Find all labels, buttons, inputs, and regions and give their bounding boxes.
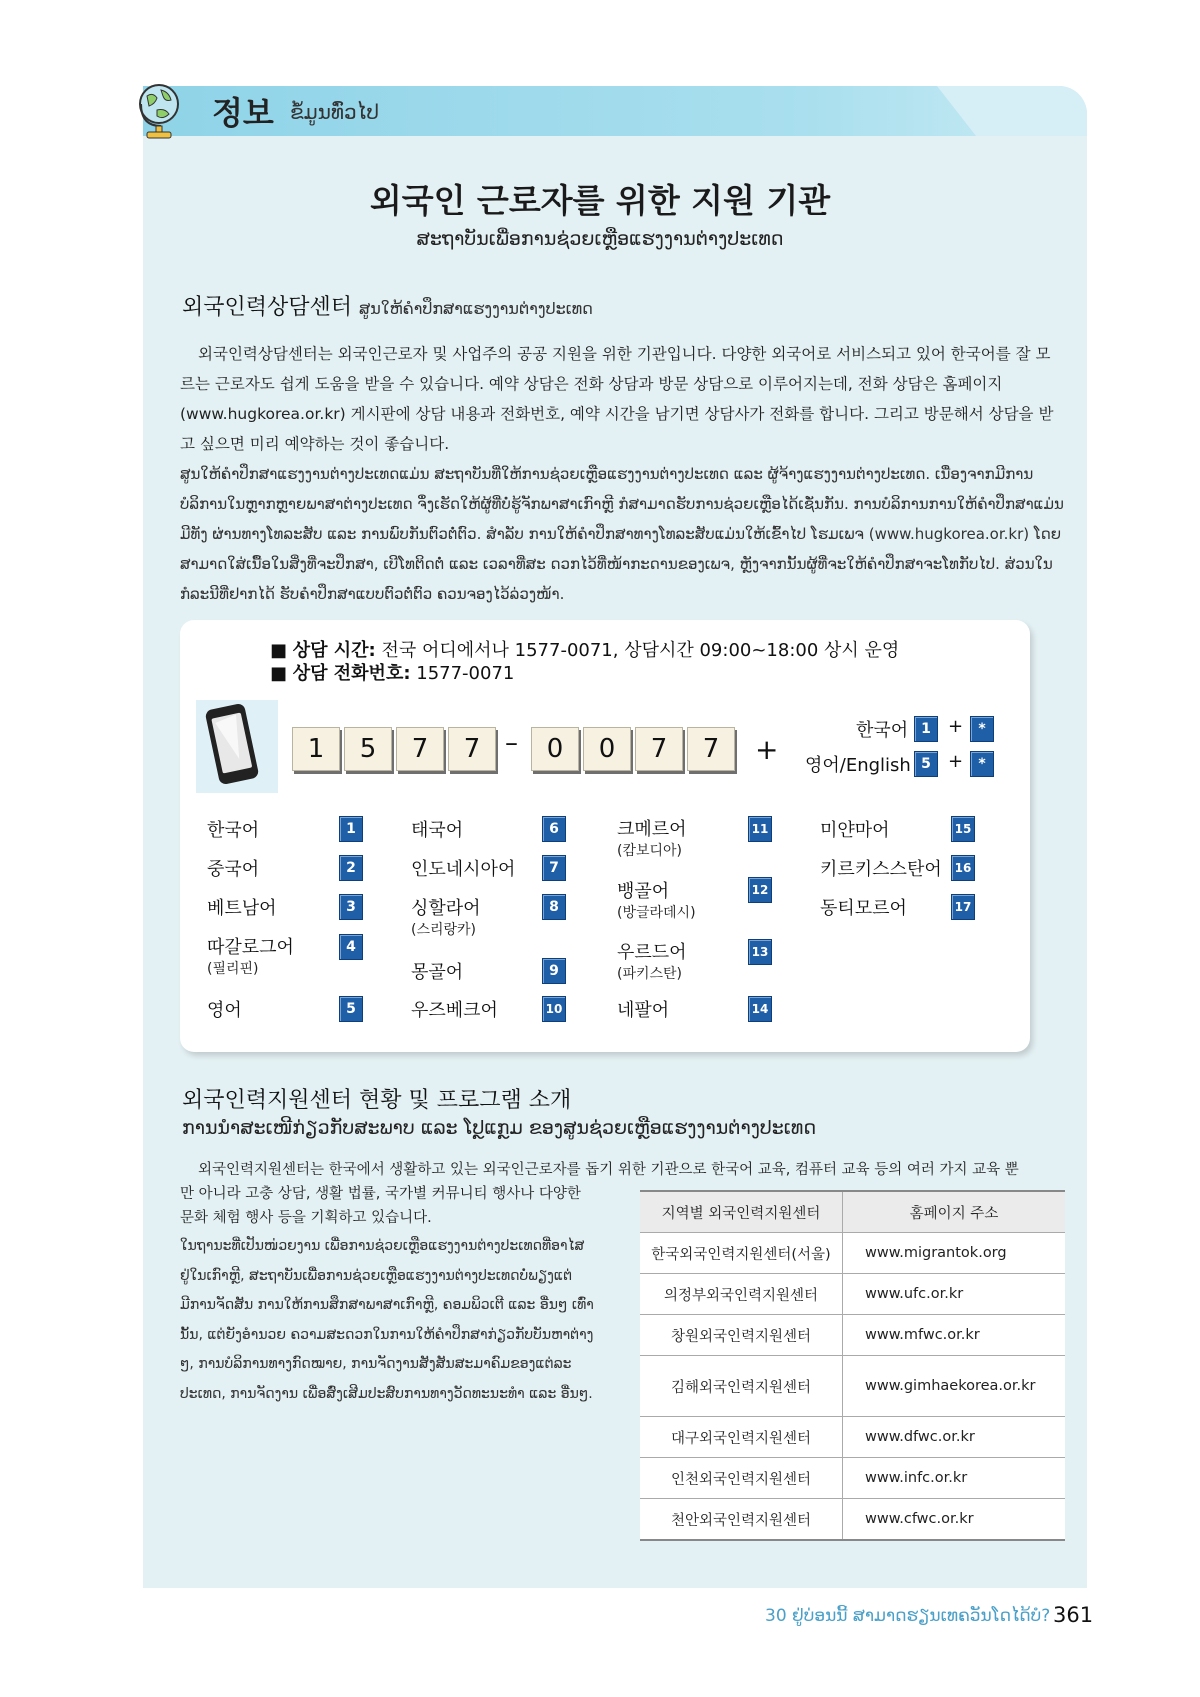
key-badge: 5 — [914, 751, 938, 777]
phone-line — [270, 659, 514, 685]
header-bar — [143, 86, 1087, 136]
dial-key: 1 — [292, 727, 340, 771]
center-name: 김해외국인력지원센터 — [640, 1356, 843, 1417]
table-row — [640, 1417, 1065, 1458]
dial-key: 5 — [344, 727, 392, 771]
hours-label: 상담 시간: — [292, 640, 376, 661]
language-region: (스리랑카) — [411, 922, 477, 938]
language-number: 1 — [339, 816, 363, 842]
table-row — [640, 1356, 1065, 1417]
section2-para-ko-2: 만 아니라 고충 상담, 생활 법률, 국가별 커뮤니티 행사나 다양한 — [180, 1186, 581, 1202]
language-name: 뱅골어 — [617, 881, 670, 902]
language-number: 6 — [542, 816, 566, 842]
phone-label: 상담 전화번호: — [292, 663, 411, 684]
language-name: 크메르어 — [617, 819, 687, 840]
center-url[interactable]: www.cfwc.or.kr — [843, 1499, 1066, 1541]
center-name: 대구외국인력지원센터 — [640, 1417, 843, 1458]
page-number: 361 — [1053, 1603, 1094, 1627]
language-name: 키르키스스탄어 — [820, 859, 942, 880]
language-number: 3 — [339, 894, 363, 920]
page-subtitle: ສະຖາບັນເພື່ອການຊ່ວຍເຫຼືອແຮງງານຕ່າງປະເທດ — [416, 228, 784, 250]
korean-option-label: 한국어 — [856, 720, 909, 741]
support-center-table — [640, 1190, 1065, 1541]
language-number: 12 — [748, 877, 772, 903]
section2-para-ko-1: 외국인력지원센터는 한국에서 생활하고 있는 외국인근로자를 돕기 위한 기관으로 한국어 교육, 컴퓨터 교육 등의 여러 가지 교육 뿐 — [198, 1162, 1019, 1178]
header-title: 정보 — [212, 94, 274, 132]
page-title: 외국인 근로자를 위한 지원 기관 — [369, 181, 831, 220]
language-number: 7 — [542, 855, 566, 881]
dial-key: 7 — [448, 727, 496, 771]
section1-para-ko: 외국인력상담센터는 외국인근로자 및 사업주의 공공 지원을 위한 기관입니다. 다양한 외국어로 서비스되고 있어 한국어를 잘 모르는 근로자도 쉽게 도움을 받을 수 있습니다. 예약 상담은 전화 상담과 방문 상담으로 이루어지는데, 전화 상담은 홈페이지(www.hugkorea.or.kr) 게시판에 상담 내용과 전화번호, 예약 시간을 남기면 상담사가 전화를 합니다. 그리고 방문해서 상담을 받고 싶으면 미리 예약하는 것이 좋습니다. — [180, 345, 1054, 453]
language-name: 몽골어 — [411, 962, 464, 983]
dial-key: 7 — [635, 727, 683, 771]
language-name: 태국어 — [411, 820, 464, 841]
language-number: 13 — [748, 939, 772, 965]
table-row — [640, 1274, 1065, 1315]
english-option-label: 영어/English — [805, 755, 911, 776]
square-bullet-icon: ■ — [270, 640, 293, 661]
center-url[interactable]: www.infc.or.kr — [843, 1458, 1066, 1499]
table-header-row — [640, 1191, 1065, 1233]
language-name: 인도네시아어 — [411, 859, 516, 880]
language-name: 베트남어 — [207, 898, 277, 919]
center-url[interactable]: www.dfwc.or.kr — [843, 1417, 1066, 1458]
language-number: 8 — [542, 894, 566, 920]
center-name: 한국외국인력지원센터(서울) — [640, 1233, 843, 1274]
language-number: 17 — [951, 894, 975, 920]
table-row — [640, 1315, 1065, 1356]
star-key-badge: * — [970, 751, 994, 777]
center-url[interactable]: www.ufc.or.kr — [843, 1274, 1066, 1315]
section2-title-lao: ການນຳສະເໜີກ່ຽວກັບສະພາບ ແລະ ໂປຼແກຼມ ຂອງສູນຊ່ວຍເຫຼືອແຮງງານຕ່າງປະເທດ — [182, 1117, 817, 1139]
language-name: 동티모르어 — [820, 898, 907, 919]
section1-title — [182, 290, 593, 321]
language-number: 2 — [339, 855, 363, 881]
language-number: 16 — [951, 855, 975, 881]
language-region: (캄보디아) — [617, 843, 683, 859]
table-row — [640, 1233, 1065, 1274]
language-name: 따갈로그어 — [207, 937, 294, 958]
dial-key: 7 — [687, 727, 735, 771]
language-name: 미얀마어 — [820, 820, 890, 841]
dial-key: 0 — [583, 727, 631, 771]
plus-sign: + — [755, 733, 779, 766]
dial-key: 0 — [531, 727, 579, 771]
language-name: 중국어 — [207, 859, 260, 880]
plus-sign: + — [948, 716, 964, 737]
center-name: 창원외국인력지원센터 — [640, 1315, 843, 1356]
table-row — [640, 1499, 1065, 1541]
section1-title-ko: 외국인력상담센터 — [182, 295, 353, 320]
key-badge: 1 — [914, 716, 938, 742]
center-name: 의정부외국인력지원센터 — [640, 1274, 843, 1315]
table-row — [640, 1458, 1065, 1499]
language-name: 네팔어 — [617, 1000, 670, 1021]
hours-value: 전국 어디에서나 1577-0071, 상담시간 09:00~18:00 상시 운영 — [375, 640, 900, 661]
phone-value: 1577-0071 — [410, 663, 515, 684]
dial-dash: – — [505, 728, 518, 758]
language-region: (방글라데시) — [617, 905, 696, 921]
language-name: 싱할라어 — [411, 898, 481, 919]
center-name: 인천외국인력지원센터 — [640, 1458, 843, 1499]
language-name: 영어 — [207, 1000, 242, 1021]
star-key-badge: * — [970, 716, 994, 742]
table-header: 홈페이지 주소 — [843, 1191, 1066, 1233]
section1-para-lao: ສູນໃຫ້ຄຳປຶກສາແຮງງານຕ່າງປະເທດແມ່ນ ສະຖາບັນທີ່ໃຫ້ການຊ່ວຍເຫຼືອແຮງງານຕ່າງປະເທດ ແລະ ຜູ້ຈ້າງແຮງງານຕ່າງປະເທດ. ເນື່ອງຈາກມີການບໍລິການໃນຫຼາກຫຼາຍພາສາຕ່າງປະເທດ ຈຶ່ງເຮັດໃຫ້ຜູ້ທີ່ບໍ່ຮູ້ຈັກພາສາເກົາຫຼີ ກໍສາມາດຮັບການຊ່ວຍເຫຼືອໄດ້ເຊັ່ນກັນ. ການບໍລິການການໃຫ້ຄຳປຶກສາແມ່ນມີທັງ ຜ່ານທາງໂທລະສັບ ແລະ ການພົບກັນຕົວຕໍ່ຕົວ. ສຳລັບ ການໃຫ້ຄຳປຶກສາທາງໂທລະສັບແມ່ນໃຫ້ເຂົ້າໄປ ໂຮມເພຈ (www.hugkorea.or.kr) ໂດຍສາມາດໃສ່ເນື້ອໃນສິ່ງທີ່ຈະປຶກສາ, ເບີໂທຕິດຕໍ່ ແລະ ເວລາທີ່ສະ ດວກໄວ້ທີ່ໜ້າກະດານຂອງເພຈ, ຫຼັງຈາກນັ້ນຜູ້ທີ່ຈະໃຫ້ຄຳປຶກສາຈະໂທກັບໄປ. ສ່ວນໃນກໍລະນີທີ່ຢາກໄດ້ ຮັບຄຳປຶກສາແບບຕົວຕໍ່ຕົວ ຄວນຈອງໄວ້ລ່ວງໜ້າ. — [180, 465, 1064, 603]
language-number: 4 — [339, 934, 363, 960]
language-name: 우르드어 — [617, 942, 687, 963]
center-url[interactable]: www.mfwc.or.kr — [843, 1315, 1066, 1356]
language-number: 15 — [951, 816, 975, 842]
section2-para-lao: ໃນຖານະທີ່ເປັນໜ່ວຍງານ ເພື່ອການຊ່ວຍເຫຼືອແຮງງານຕ່າງປະເທດທີ່ອາໄສຢູ່ໃນເກົາຫຼີ, ສະຖາບັນເພື່ອການຊ່ວຍເຫຼືອແຮງງານຕ່າງປະເທດບໍ່ພຽງແຕ່ມີການຈັດສັນ ການໃຫ້ການສຶກສາພາສາເກົາຫຼີ, ຄອມພິວເຕີ ແລະ ອື່ນໆ ເທົ່ານັ້ນ, ແຕ່ຍັງອຳນວຍ ຄວາມສະດວກໃນການໃຫ້ຄຳປຶກສາກ່ຽວກັບບັນຫາຕ່າງໆ, ການບໍລິການທາງກົດໝາຍ, ການຈັດງານສັງສັນສະມາຄົມຂອງແຕ່ລະປະເທດ, ການຈັດງານ ເພື່ອສົ່ງເສີມປະສົບການທາງວັດທະນະທຳ ແລະ ອື່ນໆ. — [180, 1238, 594, 1402]
language-name: 한국어 — [207, 820, 260, 841]
language-region: (필리핀) — [207, 961, 259, 977]
center-name: 천안외국인력지원센터 — [640, 1499, 843, 1541]
table-header: 지역별 외국인력지원센터 — [640, 1191, 843, 1233]
center-url[interactable]: www.migrantok.org — [843, 1233, 1066, 1274]
center-url[interactable]: www.gimhaekorea.or.kr — [843, 1356, 1066, 1417]
section2-para-line1 — [180, 1158, 1065, 1182]
section1-body — [180, 339, 1065, 609]
section2-para-line2 — [180, 1182, 620, 1230]
section2-para-ko-3: 문화 체험 행사 등을 기획하고 있습니다. — [180, 1210, 432, 1226]
language-number: 10 — [542, 996, 566, 1022]
language-region: (파키스탄) — [617, 966, 683, 982]
footer-text: 30 ຢູ່ບ່ອນນີ້ ສາມາດຮຽນເທຄວັນໂດໄດ້ບໍ? — [765, 1606, 1051, 1626]
language-name: 우즈베크어 — [411, 1000, 498, 1021]
plus-sign: + — [948, 751, 964, 772]
section2-title: 외국인력지원센터 현황 및 프로그램 소개 — [182, 1088, 572, 1113]
smartphone-icon — [196, 700, 278, 793]
globe-icon — [135, 82, 183, 140]
language-number: 11 — [748, 816, 772, 842]
section1-title-lao: ສູນໃຫ້ຄຳປຶກສາແຮງງານຕ່າງປະເທດ — [359, 299, 593, 318]
dial-key: 7 — [396, 727, 444, 771]
language-number: 5 — [339, 996, 363, 1022]
language-number: 14 — [748, 996, 772, 1022]
language-number: 9 — [542, 958, 566, 984]
header-subtitle: ຂໍ້ມູນທົ່ວໄປ — [290, 100, 379, 124]
square-bullet-icon: ■ — [270, 663, 293, 684]
